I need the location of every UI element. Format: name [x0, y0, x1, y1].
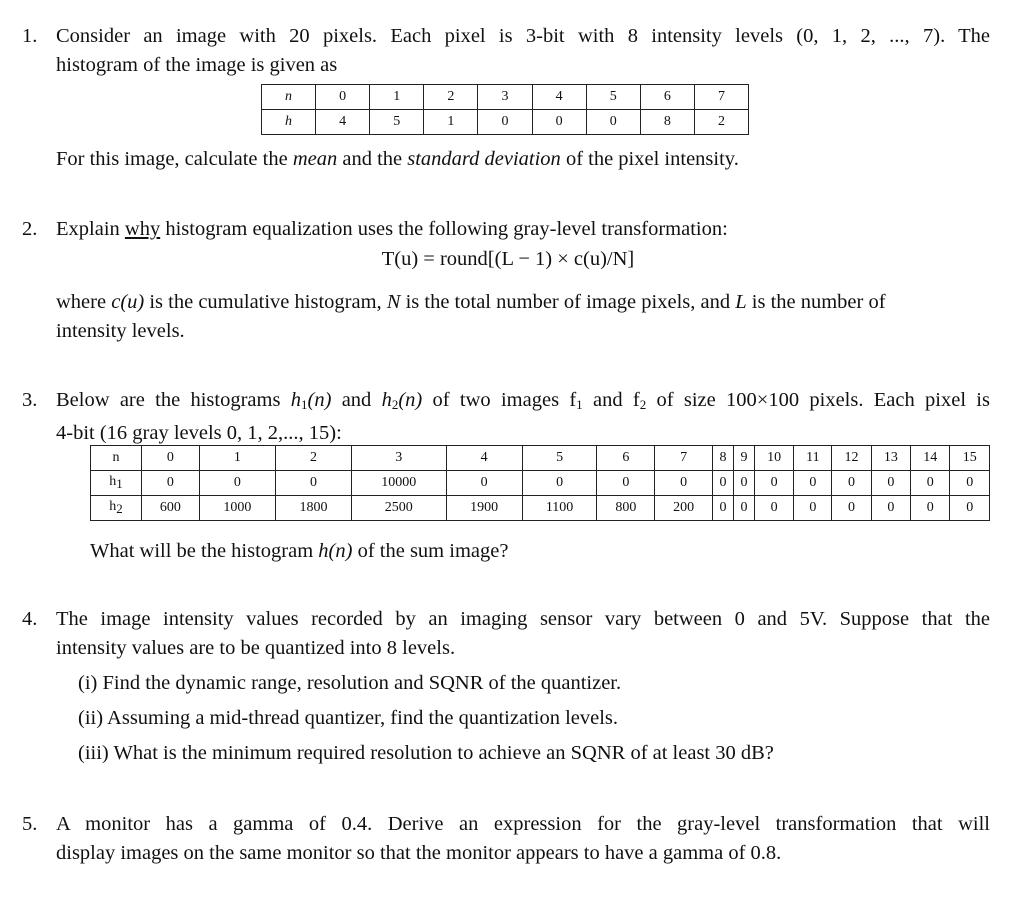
table-row-h1 — [91, 471, 990, 496]
sub-question-iii: (iii) What is the minimum required resolution to achieve an SQNR of at least 30 dB? — [78, 742, 774, 764]
question-text-line: A monitor has a gamma of 0.4. Derive an expression for the gray-level transformation that will — [56, 813, 990, 835]
text-std: standard deviation — [407, 148, 561, 170]
table-cell: 2 — [694, 110, 748, 135]
table-cell: 1 — [199, 446, 275, 471]
text-N: N — [386, 291, 401, 313]
subscript: 1 — [116, 476, 123, 491]
subscript: 2 — [639, 397, 647, 412]
table-cell: 0 — [712, 471, 733, 496]
text: histogram equalization uses the following gray-level transformation: — [160, 218, 728, 240]
question-number: 2. — [22, 218, 38, 240]
table-cell: 3 — [352, 446, 447, 471]
question-text-line: histogram of the image is given as — [56, 54, 338, 76]
text: where — [56, 291, 112, 313]
table-cell: 0 — [832, 496, 871, 521]
table-cell: 1000 — [199, 496, 275, 521]
table-cell: 2 — [275, 446, 351, 471]
table-cell: 0 — [754, 496, 793, 521]
table-row-n — [91, 446, 990, 471]
question-text-line: 4-bit (16 gray levels 0, 1, 2,..., 15): — [56, 422, 342, 444]
question-3-followup — [22, 537, 990, 566]
table-cell: 0 — [655, 471, 713, 496]
text-h2: h — [381, 389, 392, 411]
subscript: 2 — [391, 397, 399, 412]
question-number: 5. — [22, 813, 38, 835]
table-cell: 0 — [871, 471, 910, 496]
text: and — [331, 389, 382, 411]
text: is the cumulative histogram, — [144, 291, 387, 313]
question-1 — [22, 22, 990, 80]
subscript: 2 — [116, 501, 123, 516]
question-text-line: intensity values are to be quantized into 8 levels. — [56, 637, 456, 659]
table-cell: 6 — [640, 85, 694, 110]
table-cell: 0 — [316, 85, 370, 110]
question-text-line: Consider an image with 20 pixels. Each pixel is 3-bit with 8 intensity levels (0, 1, 2, ..., 7). The — [56, 25, 990, 47]
table-cell: 0 — [446, 471, 522, 496]
histogram-table-q1 — [261, 84, 749, 135]
text: of size 100×100 pixels. Each pixel is — [646, 389, 990, 411]
table-cell: 800 — [597, 496, 655, 521]
text: is the total number of image pixels, and — [400, 291, 736, 313]
formula: T(u) = round[(L − 1) × c(u)/N] — [381, 248, 635, 270]
text-cu: c(u) — [111, 291, 145, 313]
question-number: 3. — [22, 389, 38, 411]
label-text: h — [109, 474, 117, 489]
question-1-followup — [22, 145, 990, 174]
text: of two images f — [422, 389, 577, 411]
table-cell: 0 — [586, 110, 640, 135]
text-arg: (n) — [307, 389, 332, 411]
table-cell: 4 — [316, 110, 370, 135]
text: of the sum image? — [352, 540, 509, 562]
table-cell: 0 — [275, 471, 351, 496]
table-cell: 0 — [733, 471, 754, 496]
table-cell: 0 — [754, 471, 793, 496]
row-label-h2 — [91, 496, 142, 521]
table-cell: 2500 — [352, 496, 447, 521]
table-cell: 1100 — [522, 496, 597, 521]
row-label-h: h — [262, 110, 316, 135]
text-L: L — [735, 291, 747, 313]
table-cell: 3 — [478, 85, 532, 110]
row-label-n: n — [262, 85, 316, 110]
table-cell: 7 — [655, 446, 713, 471]
table-cell: 13 — [871, 446, 910, 471]
table-cell: 14 — [911, 446, 950, 471]
sub-question-ii: (ii) Assuming a mid-thread quantizer, find the quantization levels. — [78, 707, 619, 729]
table-cell: 9 — [733, 446, 754, 471]
row-label-n: n — [91, 446, 142, 471]
question-5 — [22, 810, 990, 868]
question-text-line: The image intensity values recorded by an imaging sensor vary between 0 and 5V. Suppose that the — [56, 608, 990, 630]
text: For this image, calculate the — [56, 148, 293, 170]
question-number: 4. — [22, 608, 38, 630]
histogram-table-q3 — [90, 445, 990, 521]
label-text: h — [109, 499, 117, 514]
table-cell: 7 — [694, 85, 748, 110]
table-cell: 0 — [712, 496, 733, 521]
question-2 — [22, 215, 990, 346]
text: Explain — [56, 218, 125, 240]
question-text-line: display images on the same monitor so that the monitor appears to have a gamma of 0.8. — [56, 842, 782, 864]
table-cell: 0 — [142, 446, 200, 471]
text: Below are the histograms — [56, 389, 291, 411]
table-cell: 200 — [655, 496, 713, 521]
row-label-h1 — [91, 471, 142, 496]
table-cell: 0 — [733, 496, 754, 521]
question-text-line: intensity levels. — [56, 320, 185, 342]
table-cell: 0 — [794, 471, 832, 496]
table-cell: 4 — [446, 446, 522, 471]
table-cell: 15 — [950, 446, 990, 471]
text: and the — [337, 148, 408, 170]
table-cell: 8 — [712, 446, 733, 471]
text: What will be the histogram — [90, 540, 319, 562]
table-cell: 0 — [911, 496, 950, 521]
table-cell: 0 — [832, 471, 871, 496]
text-why: why — [124, 218, 161, 240]
text-arg: (n) — [398, 389, 423, 411]
table-cell: 10 — [754, 446, 793, 471]
table-cell: 5 — [370, 110, 424, 135]
table-cell: 4 — [532, 85, 586, 110]
sub-question-i: (i) Find the dynamic range, resolution and SQNR of the quantizer. — [78, 672, 622, 694]
table-row-h — [262, 110, 749, 135]
text-h: h — [318, 540, 329, 562]
table-cell: 1900 — [446, 496, 522, 521]
text-mean: mean — [292, 148, 338, 170]
table-cell: 0 — [871, 496, 910, 521]
subscript: 1 — [576, 397, 583, 412]
question-number: 1. — [22, 25, 38, 47]
question-3 — [22, 386, 990, 448]
table-cell: 8 — [640, 110, 694, 135]
table-row-h2 — [91, 496, 990, 521]
question-4 — [22, 605, 990, 768]
text-n: (n) — [328, 540, 353, 562]
text-h1: h — [290, 389, 301, 411]
table-cell: 1 — [370, 85, 424, 110]
table-cell: 0 — [142, 471, 200, 496]
table-cell: 5 — [522, 446, 597, 471]
table-cell: 0 — [478, 110, 532, 135]
table-cell: 0 — [522, 471, 597, 496]
table-cell: 10000 — [352, 471, 447, 496]
table-cell: 1800 — [275, 496, 351, 521]
text: and f — [582, 389, 640, 411]
table-cell: 0 — [911, 471, 950, 496]
table-cell: 0 — [199, 471, 275, 496]
table-cell: 600 — [142, 496, 200, 521]
table-cell: 0 — [950, 496, 990, 521]
table-cell: 2 — [424, 85, 478, 110]
table-cell: 0 — [950, 471, 990, 496]
table-cell: 5 — [586, 85, 640, 110]
table-cell: 0 — [597, 471, 655, 496]
table-cell: 6 — [597, 446, 655, 471]
table-cell: 11 — [794, 446, 832, 471]
text: of the pixel intensity. — [560, 148, 739, 170]
table-cell: 0 — [794, 496, 832, 521]
table-cell: 0 — [532, 110, 586, 135]
table-row-n — [262, 85, 749, 110]
table-cell: 12 — [832, 446, 871, 471]
subscript: 1 — [301, 397, 308, 412]
table-cell: 1 — [424, 110, 478, 135]
text: is the number of — [746, 291, 886, 313]
